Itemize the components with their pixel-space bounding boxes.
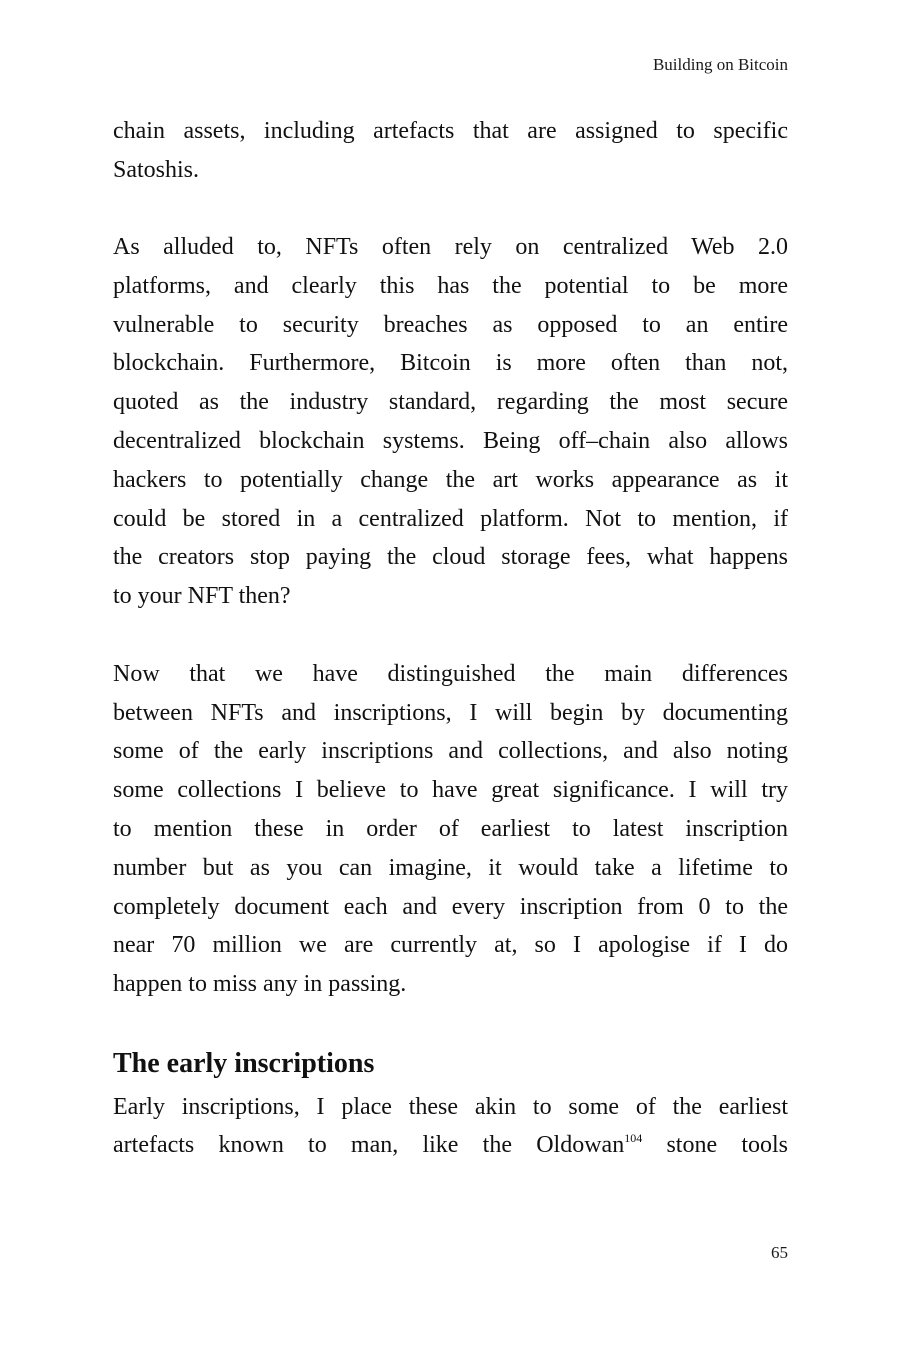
text-line: number but as you can imagine, it would take a lifetime to xyxy=(113,855,788,881)
footnote-reference[interactable]: 104 xyxy=(624,1131,643,1145)
text-line: quoted as the industry standard, regarding the most secure xyxy=(113,389,788,415)
text-line: decentralized blockchain systems. Being off–chain also allows xyxy=(113,428,788,454)
text-line: some collections I believe to have great significance. I will try xyxy=(113,777,788,803)
running-header: Building on Bitcoin xyxy=(652,55,788,74)
text-line: some of the early inscriptions and collections, and also noting xyxy=(113,738,788,764)
text-line: Now that we have distinguished the main differences xyxy=(113,661,788,687)
text-line: As alluded to, NFTs often rely on centralized Web 2.0 xyxy=(113,234,788,260)
text-line: to mention these in order of earliest to latest inscription xyxy=(113,816,788,842)
text-line: blockchain. Furthermore, Bitcoin is more often than not, xyxy=(113,350,788,376)
text-line: to your NFT then? xyxy=(113,583,291,609)
text-segment: stone tools xyxy=(642,1132,788,1158)
text-line: the creators stop paying the cloud storage fees, what happens xyxy=(113,544,788,570)
text-line: between NFTs and inscriptions, I will begin by documenting xyxy=(113,700,788,726)
text-line: completely document each and every inscription from 0 to the xyxy=(113,894,788,920)
text-line: Early inscriptions, I place these akin to some of the earliest xyxy=(113,1094,788,1120)
text-line: chain assets, including artefacts that are assigned to specific xyxy=(113,118,788,144)
page-number: 65 xyxy=(771,1243,788,1262)
text-line: hackers to potentially change the art works appearance as it xyxy=(113,467,788,493)
text-line: vulnerable to security breaches as opposed to an entire xyxy=(113,312,788,338)
text-line-with-footnote xyxy=(113,1130,788,1160)
section-heading: The early inscriptions xyxy=(113,1048,375,1079)
text-line: platforms, and clearly this has the potential to be more xyxy=(113,273,788,299)
text-line: happen to miss any in passing. xyxy=(113,971,407,997)
text-segment: artefacts known to man, like the Oldowan xyxy=(113,1132,625,1158)
text-line: Satoshis. xyxy=(113,157,200,183)
text-line: could be stored in a centralized platform. Not to mention, if xyxy=(113,506,788,532)
text-line: near 70 million we are currently at, so I apologise if I do xyxy=(113,932,788,958)
